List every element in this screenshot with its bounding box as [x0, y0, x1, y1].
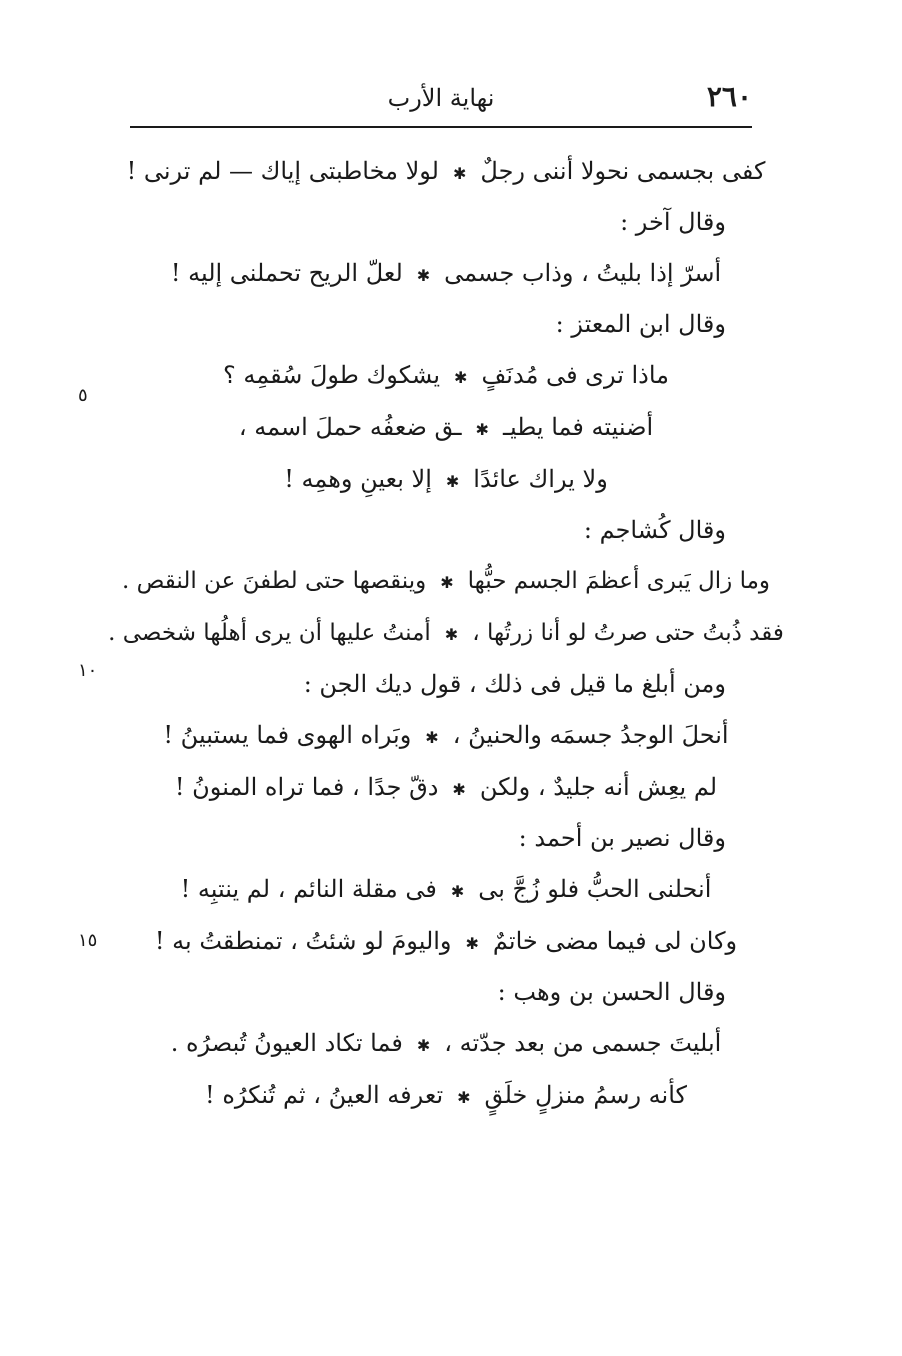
verse-first-hemistich: لم يعِش أنه جليدٌ ، ولكن — [479, 773, 718, 801]
verse-line — [122, 555, 770, 607]
verse-line — [160, 401, 732, 453]
verse-line — [154, 915, 738, 967]
verse-second-hemistich: واليومَ لو شئتُ ، تمنطقتُ به ! — [154, 927, 452, 955]
star-separator-icon: ✱ — [475, 420, 489, 439]
star-separator-icon: ✱ — [453, 164, 467, 183]
margin-line-number-5: ٥ — [78, 385, 88, 406]
poet-introduction: وقال آخر : — [620, 208, 726, 236]
verse-second-hemistich: إلا بعينِ وهمِه ! — [284, 465, 432, 493]
verse-second-hemistich: فى مقلة النائم ، لم ينتبِه ! — [180, 875, 437, 903]
verse-first-hemistich: أضنيته فما يطيـ — [502, 413, 654, 441]
star-separator-icon: ✱ — [457, 1088, 471, 1107]
verse-line — [160, 1069, 732, 1121]
verse-line — [160, 761, 732, 813]
verse-second-hemistich: يشكوك طولَ سُقمِه ؟ — [222, 361, 441, 389]
verse-second-hemistich: وينقصها حتى لطفنَ عن النقص . — [122, 568, 427, 594]
verse-line — [160, 453, 732, 505]
page-number: ٢٦٠ — [706, 80, 752, 113]
verse-first-hemistich: ولا يراك عائدًا — [473, 465, 608, 493]
verse-line — [160, 863, 732, 915]
verse-first-hemistich: أبليتَ جسمى من بعد جدّته ، — [444, 1029, 722, 1057]
star-separator-icon: ✱ — [425, 728, 439, 747]
verse-second-hemistich: لعلّ الريح تحملنى إليه ! — [170, 259, 403, 287]
star-separator-icon: ✱ — [450, 882, 465, 901]
verse-first-hemistich: ماذا ترى فى مُدنَفٍ — [481, 361, 670, 389]
verse-line — [126, 145, 766, 197]
star-separator-icon: ✱ — [440, 573, 454, 592]
poet-introduction: وقال الحسن بن وهب : — [497, 978, 726, 1006]
verse-second-hemistich: دقّ جدًا ، فما تراه المنونُ ! — [174, 773, 439, 801]
poet-introduction: وقال ابن المعتز : — [555, 310, 726, 338]
star-separator-icon: ✱ — [445, 472, 460, 491]
verse-first-hemistich: كأنه رسمُ منزلٍ خلَقٍ — [484, 1081, 687, 1109]
verse-line — [160, 709, 732, 761]
verse-line — [160, 349, 732, 401]
star-separator-icon: ✱ — [452, 780, 466, 799]
margin-line-number-10: ١٠ — [78, 660, 98, 681]
poet-introduction: ومن أبلغ ما قيل فى ذلك ، قول ديك الجن : — [303, 670, 726, 698]
verse-second-hemistich: تعرفه العينُ ، ثم تُنكرُه ! — [205, 1081, 444, 1109]
verse-line — [160, 247, 732, 299]
verse-first-hemistich: أنحلَ الوجدُ جسمَه والحنينُ ، — [452, 721, 729, 749]
verse-second-hemistich: لولا مخاطبتى إياك — لم ترنى ! — [126, 157, 439, 185]
star-separator-icon: ✱ — [454, 368, 468, 387]
verse-first-hemistich: أنحلنى الحبُّ فلو زُجَّ بى — [478, 875, 712, 903]
margin-line-number-15: ١٥ — [78, 930, 98, 951]
star-separator-icon: ✱ — [465, 934, 479, 953]
page-header — [130, 78, 752, 126]
verse-second-hemistich: أمنتُ عليها أن يرى أهلُها شخصى . — [108, 620, 431, 646]
running-title: نهاية الأرب — [387, 84, 495, 112]
verse-first-hemistich: أسرّ إذا بليتُ ، وذاب جسمى — [444, 259, 722, 287]
verse-first-hemistich: وكان لى فيما مضى خاتمٌ — [492, 927, 738, 955]
verse-first-hemistich: وما زال يَبرى أعظمَ الجسم حبُّها — [467, 568, 770, 594]
star-separator-icon: ✱ — [416, 1036, 431, 1055]
star-separator-icon: ✱ — [416, 266, 431, 285]
verse-first-hemistich: فقد ذُبتُ حتى صرتُ لو أنا زرتُها ، — [472, 620, 784, 646]
page-body — [108, 145, 784, 1121]
verse-line — [160, 1017, 732, 1069]
verse-second-hemistich: ـق ضعفُه حملَ اسمه ، — [238, 413, 462, 441]
header-rule — [130, 126, 752, 128]
poet-introduction: وقال كُشاجم : — [583, 516, 726, 544]
verse-second-hemistich: فما تكاد العيونُ تُبصرُه . — [170, 1029, 403, 1057]
verse-first-hemistich: كفى بجسمى نحولا أننى رجلٌ — [480, 157, 766, 185]
poet-introduction: وقال نصير بن أحمد : — [518, 824, 726, 852]
verse-second-hemistich: وبَراه الهوى فما يستبينُ ! — [163, 721, 412, 749]
verse-line — [108, 607, 784, 659]
star-separator-icon: ✱ — [444, 625, 459, 644]
